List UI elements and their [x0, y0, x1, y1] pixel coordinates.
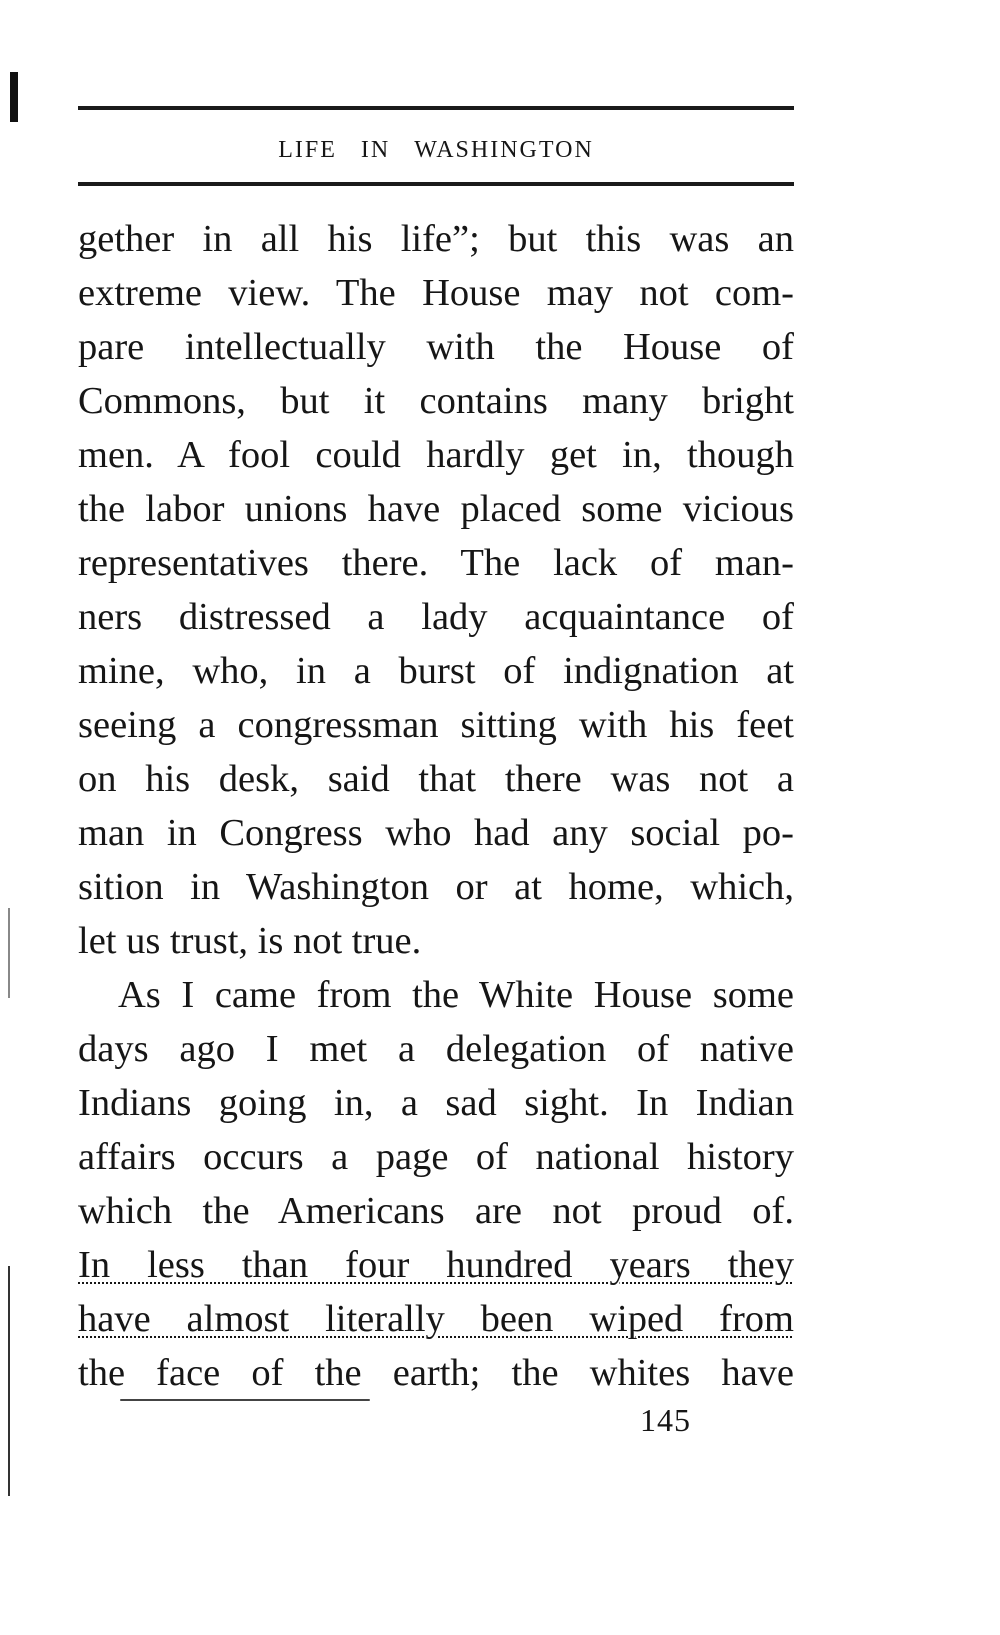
body-line-underlined: In less than four hundred years they [78, 1244, 794, 1286]
body-line: Commons, but it contains many bright [78, 380, 794, 422]
body-line: Indians going in, a sad sight. In Indian [78, 1082, 794, 1124]
body-line: man in Congress who had any social po- [78, 812, 794, 854]
margin-mark [10, 72, 18, 122]
page-number: 145 [640, 1402, 691, 1438]
margin-mark [8, 1266, 10, 1496]
body-line: sition in Washington or at home, which, [78, 866, 794, 908]
body-line: on his desk, said that there was not a [78, 758, 794, 800]
body-line: days ago I met a delegation of native [78, 1028, 794, 1070]
running-head-word: WASHINGTON [414, 137, 594, 163]
header-rule-bottom [78, 182, 794, 186]
body-line: As I came from the White House some [118, 974, 794, 1016]
body-line: extreme view. The House may not com- [78, 272, 794, 314]
body-line: affairs occurs a page of national history [78, 1136, 794, 1178]
body-line: men. A fool could hardly get in, though [78, 434, 794, 476]
body-line: seeing a congressman sitting with his feet [78, 704, 794, 746]
pen-underline-mark [120, 1399, 370, 1401]
body-line: mine, who, in a burst of indignation at [78, 650, 794, 692]
body-line: ners distressed a lady acquaintance of [78, 596, 794, 638]
body-line-underlined: have almost literally been wiped from [78, 1298, 794, 1340]
running-head-word: LIFE [278, 137, 337, 163]
margin-mark [8, 908, 10, 998]
body-line: the labor unions have placed some vicious [78, 488, 794, 530]
body-line: let us trust, is not true. [78, 920, 422, 962]
body-line: gether in all his life”; but this was an [78, 218, 794, 260]
running-head-word: IN [360, 137, 391, 163]
header-rule-top [78, 106, 794, 110]
body-line: pare intellectually with the House of [78, 326, 794, 368]
running-head [78, 134, 794, 166]
body-line: representatives there. The lack of man- [78, 542, 794, 584]
body-line: which the Americans are not proud of. [78, 1190, 794, 1232]
body-line: the face of the earth; the whites have [78, 1352, 794, 1394]
